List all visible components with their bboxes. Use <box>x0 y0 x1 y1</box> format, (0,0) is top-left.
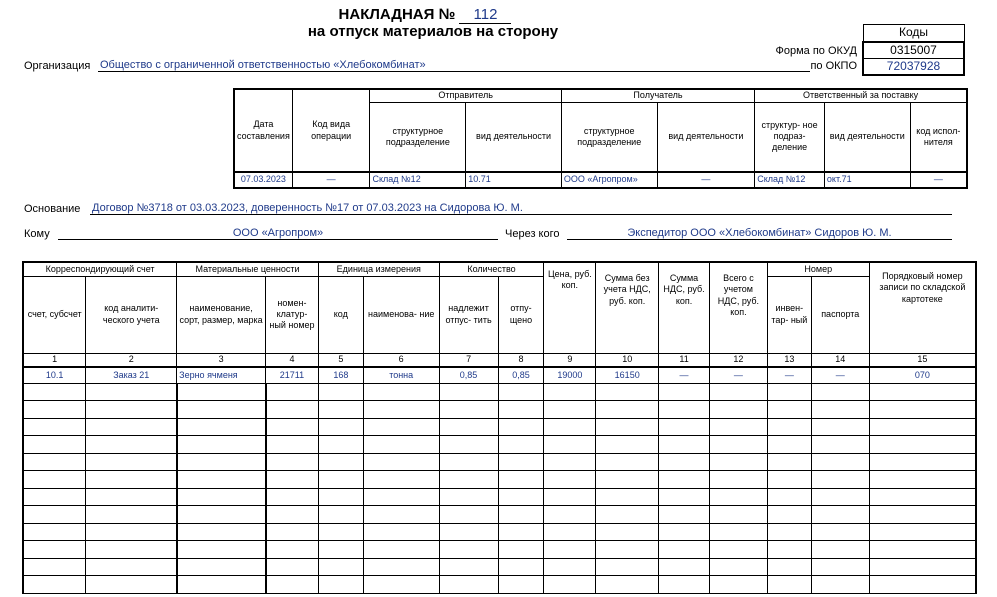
empty-cell <box>544 488 596 506</box>
empty-cell <box>767 488 811 506</box>
empty-cell <box>811 418 869 436</box>
empty-cell <box>767 418 811 436</box>
empty-cell <box>23 383 86 401</box>
empty-cell <box>498 471 544 489</box>
empty-cell <box>439 471 498 489</box>
g-number: Номер <box>767 262 869 276</box>
col-number: 11 <box>659 353 710 367</box>
empty-cell <box>23 418 86 436</box>
empty-cell <box>869 418 976 436</box>
col-number: 2 <box>86 353 177 367</box>
empty-cell <box>23 558 86 576</box>
empty-cell <box>710 523 768 541</box>
empty-cell <box>596 523 659 541</box>
column-numbers-row <box>23 353 976 367</box>
empty-cell <box>23 506 86 524</box>
empty-cell <box>869 436 976 454</box>
empty-cell <box>177 576 266 594</box>
cell-total: — <box>710 367 768 383</box>
empty-row <box>23 383 976 401</box>
empty-cell <box>498 488 544 506</box>
h-sender-struct: структурное подразделение <box>370 102 466 172</box>
codes-header: Коды <box>863 25 964 42</box>
empty-cell <box>811 383 869 401</box>
cell-code: 168 <box>318 367 363 383</box>
g-total: Всего с учетом НДС, руб. коп. <box>710 262 768 353</box>
cell-sum-novat: 16150 <box>596 367 659 383</box>
empty-cell <box>439 383 498 401</box>
empty-cell <box>266 383 319 401</box>
c-unitname: наименова- ние <box>363 276 439 353</box>
col-number: 9 <box>544 353 596 367</box>
to-label: Кому <box>24 228 50 240</box>
empty-cell <box>659 523 710 541</box>
empty-row <box>23 576 976 594</box>
empty-cell <box>811 576 869 594</box>
g-account: Корреспондирующий счет <box>23 262 177 276</box>
h-receiver: Получатель <box>561 89 754 102</box>
v-resp-activity: окт.71 <box>824 172 910 188</box>
empty-cell <box>363 436 439 454</box>
empty-cell <box>498 506 544 524</box>
empty-cell <box>811 401 869 419</box>
okud-label: Форма по ОКУД <box>775 45 857 57</box>
empty-cell <box>86 471 177 489</box>
empty-cell <box>710 506 768 524</box>
empty-cell <box>767 576 811 594</box>
v-date: 07.03.2023 <box>234 172 292 188</box>
empty-row <box>23 506 976 524</box>
empty-cell <box>318 471 363 489</box>
empty-cell <box>596 506 659 524</box>
empty-cell <box>869 506 976 524</box>
empty-cell <box>659 506 710 524</box>
empty-cell <box>23 453 86 471</box>
empty-cell <box>23 541 86 559</box>
empty-cell <box>23 401 86 419</box>
empty-cell <box>544 436 596 454</box>
empty-cell <box>86 418 177 436</box>
cell-unitname: тонна <box>363 367 439 383</box>
empty-cell <box>544 558 596 576</box>
empty-cell <box>596 401 659 419</box>
basis-value: Договор №3718 от 03.03.2023, доверенность №17 от 07.03.2023 на Сидорова Ю. М. <box>90 202 952 215</box>
empty-cell <box>869 471 976 489</box>
empty-cell <box>710 558 768 576</box>
empty-cell <box>439 488 498 506</box>
empty-cell <box>318 401 363 419</box>
cell-vat: — <box>659 367 710 383</box>
col-number: 5 <box>318 353 363 367</box>
basis-label: Основание <box>24 203 81 215</box>
empty-cell <box>767 558 811 576</box>
col-number: 4 <box>266 353 319 367</box>
empty-cell <box>363 541 439 559</box>
empty-cell <box>659 558 710 576</box>
col-number: 13 <box>767 353 811 367</box>
empty-cell <box>318 418 363 436</box>
empty-cell <box>869 558 976 576</box>
empty-row <box>23 401 976 419</box>
h-resp-struct: структур- ное подраз- деление <box>755 102 825 172</box>
empty-cell <box>498 541 544 559</box>
h-sender-activity: вид деятельности <box>466 102 562 172</box>
cell-inv: — <box>767 367 811 383</box>
empty-cell <box>177 436 266 454</box>
empty-cell <box>596 418 659 436</box>
empty-cell <box>439 576 498 594</box>
empty-cell <box>710 576 768 594</box>
empty-cell <box>811 523 869 541</box>
empty-cell <box>363 401 439 419</box>
v-receiver-activity: — <box>657 172 755 188</box>
title-text: НАКЛАДНАЯ № <box>338 6 456 23</box>
g-qty: Количество <box>439 262 544 276</box>
empty-cell <box>544 506 596 524</box>
empty-cell <box>266 541 319 559</box>
empty-cell <box>23 488 86 506</box>
empty-rows <box>23 383 976 593</box>
empty-cell <box>659 471 710 489</box>
empty-cell <box>266 471 319 489</box>
col-number: 1 <box>23 353 86 367</box>
empty-cell <box>177 453 266 471</box>
empty-cell <box>811 488 869 506</box>
empty-cell <box>266 576 319 594</box>
v-receiver-struct: ООО «Агропром» <box>561 172 657 188</box>
via-label: Через кого <box>505 228 560 240</box>
empty-cell <box>544 541 596 559</box>
empty-cell <box>86 383 177 401</box>
empty-cell <box>710 383 768 401</box>
cell-issued: 0,85 <box>498 367 544 383</box>
empty-cell <box>596 576 659 594</box>
empty-cell <box>544 453 596 471</box>
empty-cell <box>177 558 266 576</box>
c-toissue: надлежит отпус- тить <box>439 276 498 353</box>
g-vat: Сумма НДС, руб. коп. <box>659 262 710 353</box>
empty-cell <box>363 523 439 541</box>
col-number: 8 <box>498 353 544 367</box>
empty-cell <box>767 401 811 419</box>
empty-cell <box>659 401 710 419</box>
empty-cell <box>596 558 659 576</box>
empty-row <box>23 488 976 506</box>
col-number: 7 <box>439 353 498 367</box>
empty-cell <box>659 453 710 471</box>
empty-cell <box>544 401 596 419</box>
cell-order: 070 <box>869 367 976 383</box>
empty-cell <box>266 401 319 419</box>
empty-cell <box>266 488 319 506</box>
c-account: счет, субсчет <box>23 276 86 353</box>
empty-cell <box>318 488 363 506</box>
empty-cell <box>318 383 363 401</box>
empty-cell <box>498 558 544 576</box>
empty-cell <box>710 488 768 506</box>
h-resp-activity: вид деятельности <box>824 102 910 172</box>
empty-cell <box>23 436 86 454</box>
cell-account: 10.1 <box>23 367 86 383</box>
empty-cell <box>767 436 811 454</box>
empty-cell <box>439 558 498 576</box>
to-value: ООО «Агропром» <box>58 227 498 240</box>
col-number: 14 <box>811 353 869 367</box>
empty-cell <box>86 401 177 419</box>
h-responsible: Ответственный за поставку <box>755 89 967 102</box>
empty-cell <box>318 436 363 454</box>
empty-cell <box>710 453 768 471</box>
c-nomen: номен- клатур- ный номер <box>266 276 319 353</box>
empty-cell <box>869 401 976 419</box>
empty-cell <box>869 523 976 541</box>
empty-cell <box>318 506 363 524</box>
c-code: код <box>318 276 363 353</box>
empty-row <box>23 453 976 471</box>
empty-cell <box>767 471 811 489</box>
empty-cell <box>767 523 811 541</box>
cell-nomen: 21711 <box>266 367 319 383</box>
empty-cell <box>86 523 177 541</box>
document-number: 112 <box>459 6 511 24</box>
empty-cell <box>177 541 266 559</box>
empty-row <box>23 436 976 454</box>
v-opcode: — <box>292 172 370 188</box>
empty-cell <box>439 523 498 541</box>
empty-cell <box>498 436 544 454</box>
org-value: Общество с ограниченной ответственностью «Хлебокомбинат» <box>98 59 810 72</box>
empty-cell <box>498 401 544 419</box>
empty-cell <box>177 471 266 489</box>
h-receiver-struct: структурное подразделение <box>561 102 657 172</box>
empty-cell <box>86 488 177 506</box>
c-analytic: код аналити- ческого учета <box>86 276 177 353</box>
empty-cell <box>439 418 498 436</box>
empty-cell <box>86 576 177 594</box>
empty-cell <box>177 401 266 419</box>
empty-cell <box>498 418 544 436</box>
v-exec: — <box>910 172 967 188</box>
empty-cell <box>363 471 439 489</box>
okpo-label: по ОКПО <box>810 60 857 72</box>
empty-cell <box>266 558 319 576</box>
empty-cell <box>86 558 177 576</box>
empty-row <box>23 558 976 576</box>
empty-cell <box>659 488 710 506</box>
empty-cell <box>266 506 319 524</box>
v-resp-struct: Склад №12 <box>755 172 825 188</box>
table-row <box>23 367 976 383</box>
empty-cell <box>596 488 659 506</box>
empty-cell <box>498 523 544 541</box>
cell-toissue: 0,85 <box>439 367 498 383</box>
empty-cell <box>177 418 266 436</box>
empty-cell <box>811 541 869 559</box>
empty-row <box>23 418 976 436</box>
c-issued: отпу- щено <box>498 276 544 353</box>
empty-cell <box>596 436 659 454</box>
okpo-value: 72037928 <box>863 58 964 75</box>
document-title <box>0 6 850 24</box>
empty-cell <box>544 471 596 489</box>
empty-cell <box>177 523 266 541</box>
empty-cell <box>363 418 439 436</box>
c-inv: инвен- тар- ный <box>767 276 811 353</box>
empty-cell <box>23 523 86 541</box>
h-date: Дата составления <box>234 89 292 172</box>
col-number: 6 <box>363 353 439 367</box>
empty-cell <box>869 453 976 471</box>
empty-cell <box>659 383 710 401</box>
empty-cell <box>869 383 976 401</box>
empty-cell <box>544 418 596 436</box>
cell-passport: — <box>811 367 869 383</box>
empty-cell <box>266 418 319 436</box>
empty-cell <box>498 576 544 594</box>
empty-cell <box>498 383 544 401</box>
empty-cell <box>659 436 710 454</box>
empty-cell <box>363 488 439 506</box>
empty-cell <box>177 506 266 524</box>
col-number: 15 <box>869 353 976 367</box>
empty-cell <box>318 523 363 541</box>
empty-cell <box>811 471 869 489</box>
empty-cell <box>363 506 439 524</box>
empty-cell <box>869 488 976 506</box>
g-unit: Единица измерения <box>318 262 439 276</box>
empty-cell <box>363 576 439 594</box>
empty-cell <box>86 541 177 559</box>
cell-analytic: Заказ 21 <box>86 367 177 383</box>
empty-cell <box>767 506 811 524</box>
top-table <box>233 88 968 189</box>
g-price: Цена, руб. коп. <box>544 262 596 353</box>
cell-name: Зерно ячменя <box>177 367 266 383</box>
empty-cell <box>596 471 659 489</box>
main-table <box>22 261 977 594</box>
empty-cell <box>498 453 544 471</box>
c-passport: паспорта <box>811 276 869 353</box>
empty-cell <box>439 436 498 454</box>
empty-cell <box>544 576 596 594</box>
via-value: Экспедитор ООО «Хлебокомбинат» Сидоров Ю. М. <box>567 227 952 240</box>
empty-cell <box>869 541 976 559</box>
empty-cell <box>710 541 768 559</box>
codes-table <box>862 24 965 76</box>
empty-cell <box>710 471 768 489</box>
col-number: 3 <box>177 353 266 367</box>
empty-cell <box>811 436 869 454</box>
empty-cell <box>439 541 498 559</box>
h-exec: код испол- нителя <box>910 102 967 172</box>
col-number: 12 <box>710 353 768 367</box>
empty-cell <box>266 436 319 454</box>
empty-cell <box>767 541 811 559</box>
empty-cell <box>811 506 869 524</box>
empty-cell <box>318 541 363 559</box>
empty-cell <box>318 453 363 471</box>
h-opcode: Код вида операции <box>292 89 370 172</box>
empty-cell <box>86 436 177 454</box>
empty-cell <box>363 453 439 471</box>
empty-row <box>23 471 976 489</box>
empty-cell <box>544 383 596 401</box>
empty-cell <box>439 453 498 471</box>
empty-cell <box>710 436 768 454</box>
empty-cell <box>86 506 177 524</box>
empty-cell <box>266 453 319 471</box>
empty-cell <box>811 558 869 576</box>
empty-cell <box>659 576 710 594</box>
col-number: 10 <box>596 353 659 367</box>
empty-cell <box>596 383 659 401</box>
empty-cell <box>266 523 319 541</box>
c-name: наименование, сорт, размер, марка <box>177 276 266 353</box>
empty-row <box>23 523 976 541</box>
empty-cell <box>710 418 768 436</box>
org-label: Организация <box>24 60 91 72</box>
empty-cell <box>767 453 811 471</box>
v-sender-struct: Склад №12 <box>370 172 466 188</box>
h-receiver-activity: вид деятельности <box>657 102 755 172</box>
cell-price: 19000 <box>544 367 596 383</box>
empty-cell <box>811 453 869 471</box>
empty-cell <box>544 523 596 541</box>
h-sender: Отправитель <box>370 89 561 102</box>
empty-row <box>23 541 976 559</box>
empty-cell <box>363 383 439 401</box>
empty-cell <box>23 576 86 594</box>
empty-cell <box>596 541 659 559</box>
empty-cell <box>439 401 498 419</box>
g-order: Порядковый номер записи по складской картотеке <box>869 262 976 353</box>
empty-cell <box>177 383 266 401</box>
empty-cell <box>869 576 976 594</box>
empty-cell <box>439 506 498 524</box>
empty-cell <box>767 383 811 401</box>
empty-cell <box>177 488 266 506</box>
empty-cell <box>318 576 363 594</box>
empty-cell <box>596 453 659 471</box>
empty-cell <box>710 401 768 419</box>
empty-cell <box>659 418 710 436</box>
g-material: Материальные ценности <box>177 262 319 276</box>
empty-cell <box>659 541 710 559</box>
empty-cell <box>318 558 363 576</box>
document-subtitle: на отпуск материалов на сторону <box>307 23 559 40</box>
empty-cell <box>363 558 439 576</box>
v-sender-activity: 10.71 <box>466 172 562 188</box>
g-sum-novat: Сумма без учета НДС, руб. коп. <box>596 262 659 353</box>
empty-cell <box>23 471 86 489</box>
empty-cell <box>86 453 177 471</box>
okud-value: 0315007 <box>863 42 964 59</box>
